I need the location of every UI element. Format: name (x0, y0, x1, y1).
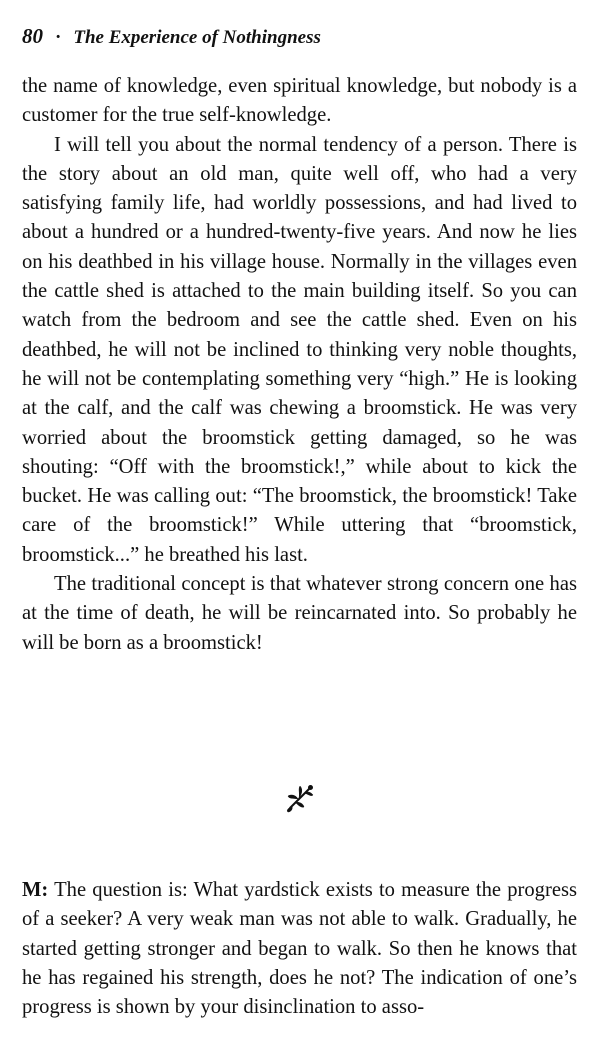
paragraph-continued: the name of knowledge, even spiritual knowledge, but nobody is a customer for the true self-knowledge. (22, 75, 577, 127)
leaf-sprig-ornament-icon (284, 782, 316, 814)
paragraph-story: I will tell you about the normal tendency of a person. There is the story about an old man, quite well off, who had a very satisfying family life, had worldly possessions, and had lived to about a hundred or a hundred-twenty-five years. And now he lies on his deathbed in his village house. Normally in the villages even the cattle shed is attached to the main building itself. So you can watch from the bedroom and see the cattle shed. Even on his deathbed, he will not be inclined to thinking very noble thoughts, he will not be contemplating something very “high.” He is looking at the calf, and the calf was chewing a broomstick. He was very worried about the broomstick getting damaged, so he was shouting: “Off with the broomstick!,” while about to kick the bucket. He was calling out: “The broomstick, the broomstick! Take care of the broomstick!” While uttering that “broomstick, broomstick...” he breathed his last. (22, 133, 577, 566)
header-separator: · (55, 27, 62, 48)
body-text (22, 72, 577, 658)
dialogue-text: The question is: What yardstick exists to measure the progress of a seeker? A very weak man was not able to walk. Gradually, he started getting stronger and began to walk. So then he knows that he has regained his strength, does he not? The indication of one’s progress is shown by your disinclination to asso- (22, 879, 577, 1019)
running-head (22, 22, 321, 52)
dialogue-paragraph (22, 876, 577, 1022)
running-title: The Experience of Nothingness (73, 27, 321, 48)
speaker-label: M: (22, 879, 49, 901)
book-page (22, 0, 577, 1054)
paragraph-concept: The traditional concept is that whatever strong concern one has at the time of death, he will be reincarnated into. So probably he will be born as a broomstick! (22, 573, 577, 654)
page-number: 80 (22, 24, 43, 48)
